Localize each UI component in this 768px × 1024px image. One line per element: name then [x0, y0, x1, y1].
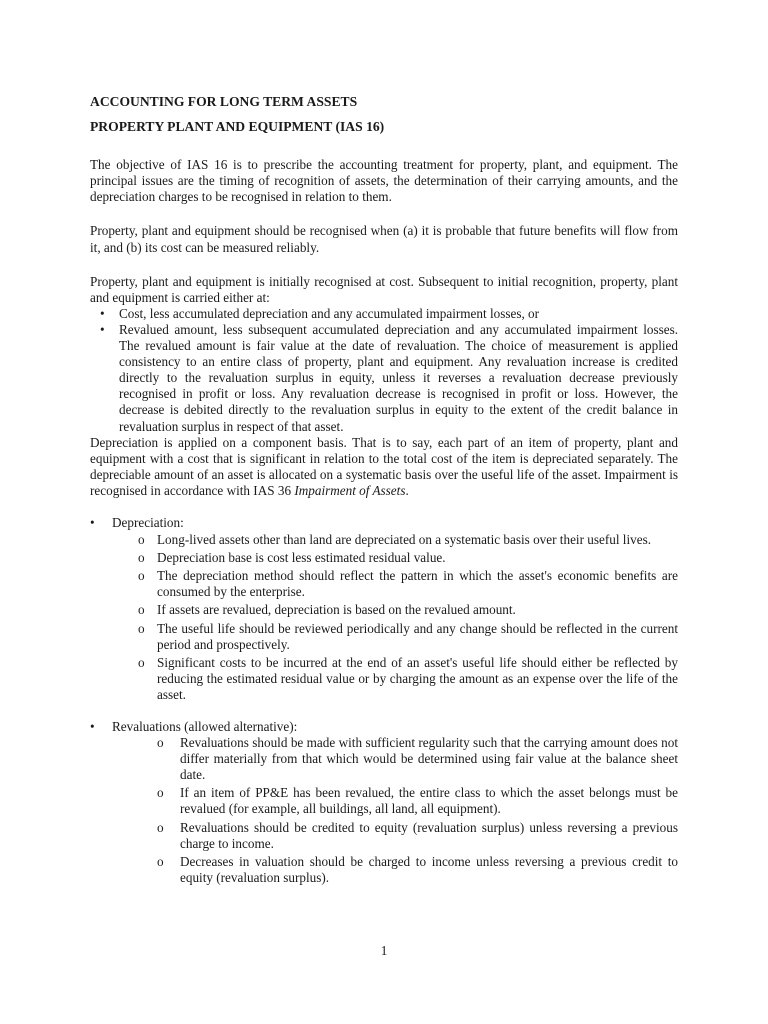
list-item: o Long-lived assets other than land are depreciated on a systematic basis over their useful lives.: [90, 532, 678, 548]
section-title: PROPERTY PLANT AND EQUIPMENT (IAS 16): [90, 119, 385, 135]
measurement-options-list: [90, 306, 678, 435]
list-item: o Depreciation base is cost less estimated residual value.: [90, 550, 678, 566]
list-item: o Significant costs to be incurred at the end of an asset's useful life should either be reflected by reducing the estimated residual value or by charging the amount as an expense over the life of the asset.: [90, 655, 678, 703]
component-paragraph-italic: Impairment of Assets: [294, 482, 406, 498]
revaluations-heading: • Revaluations (allowed alternative):: [112, 719, 298, 734]
list-item: • Revalued amount, less subsequent accumulated depreciation and any accumulated impairment losses. The revalued amount is fair value at the date of revaluation. The choice of measurement is applied consistency to an entire class of property, plant and equipment. Any revaluation increase is credited directly to the revaluation surplus in equity, unless it reverses a revaluation decrease previously recognised in profit or loss. Any revaluation decrease is recognised in profit or loss. However, the decrease is debited directly to the revaluation surplus in equity to the extent of the credit balance in revaluation surplus in respect of that asset.: [90, 322, 678, 435]
list-item: • Cost, less accumulated depreciation and any accumulated impairment losses, or: [90, 306, 678, 322]
list-item: o Decreases in valuation should be charged to income unless reversing a previous credit to equity (revaluation surplus).: [90, 854, 678, 886]
depreciation-heading: • Depreciation:: [112, 514, 184, 530]
recognition-paragraph: Property, plant and equipment should be recognised when (a) it is probable that future benefits will flow from it, and (b) its cost can be measured reliably.: [90, 223, 678, 255]
list-item: o The depreciation method should reflect the pattern in which the asset's economic benefits are consumed by the enterprise.: [90, 568, 678, 600]
list-item: o If assets are revalued, depreciation is based on the revalued amount.: [90, 602, 678, 618]
list-item: o Revaluations should be made with sufficient regularity such that the carrying amount does not differ materially from that which would be determined using fair value at the balance sheet date.: [90, 735, 678, 783]
depreciation-section: [90, 515, 678, 703]
list-item: o The useful life should be reviewed periodically and any change should be reflected in the current period and prospectively.: [90, 621, 678, 653]
measurement-intro-paragraph: Property, plant and equipment is initially recognised at cost. Subsequent to initial recognition, property, plant and equipment is carried either at:: [90, 273, 678, 305]
component-paragraph-end: .: [405, 482, 409, 498]
page-number: 1: [380, 943, 388, 958]
component-paragraph: [90, 435, 678, 499]
document-title: ACCOUNTING FOR LONG TERM ASSETS: [90, 94, 358, 109]
component-paragraph-text: Depreciation is applied on a component basis. That is to say, each part of an item of property, plant and equipment with a cost that is significant in relation to the total cost of the item is depreciated separately. The depreciable amount of an asset is allocated on a systematic basis over the useful life of the asset. Impairment is recognised in accordance with IAS 36: [90, 434, 678, 498]
intro-paragraph: The objective of IAS 16 is to prescribe the accounting treatment for property, plant, and equipment. The principal issues are the timing of recognition of assets, the determination of their carrying amounts, and the depreciation charges to be recognised in relation to them.: [90, 157, 678, 205]
depreciation-list: [112, 532, 678, 703]
revaluations-list: [112, 735, 678, 886]
revaluations-section: [90, 719, 678, 886]
list-item: o Revaluations should be credited to equity (revaluation surplus) unless reversing a previous charge to income.: [90, 820, 678, 852]
list-item: o If an item of PP&E has been revalued, the entire class to which the asset belongs must be revalued (for example, all buildings, all land, all equipment).: [90, 785, 678, 817]
